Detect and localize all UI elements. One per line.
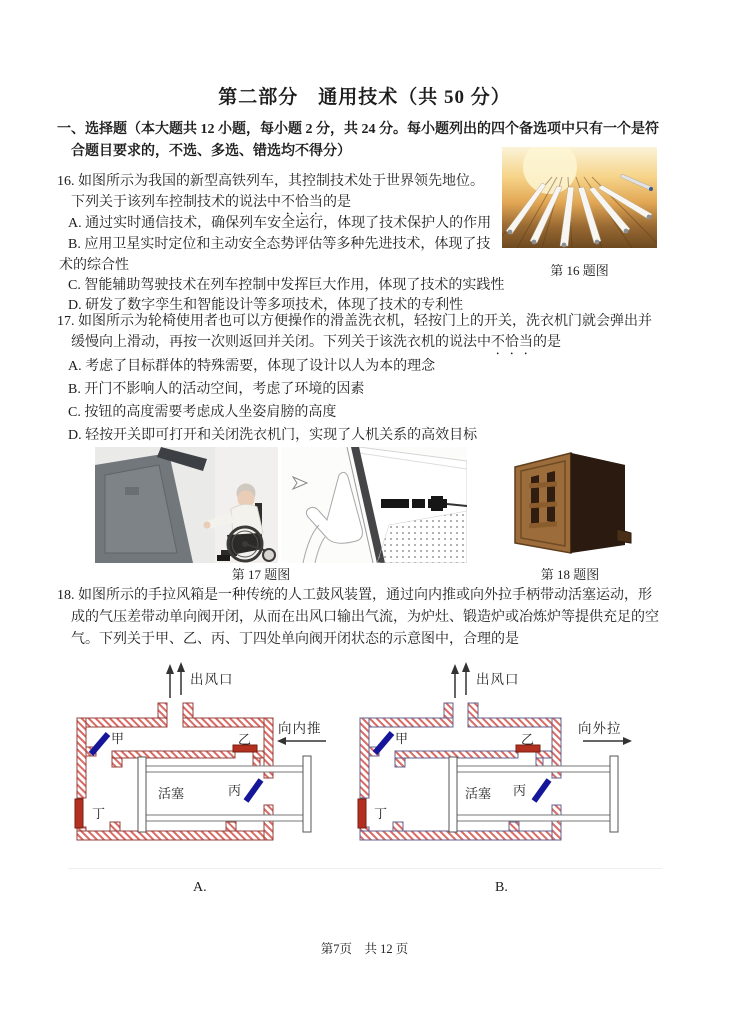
piston-rod-top <box>146 766 303 772</box>
valve-bing-label: 丙 <box>513 783 527 798</box>
pull-outward-label: 向外拉 <box>578 721 622 736</box>
q18-stem-line-3: 气。下列关于甲、乙、丙、丁四处单向阀开闭状态的示意图中，合理的是 <box>71 632 519 647</box>
q16-option-a: A. 通过实时通信技术，确保列车安全运行，体现了技术保护人的作用 <box>68 216 492 231</box>
valve-ding-closed <box>358 799 366 828</box>
valve-ding-label: 丁 <box>92 806 106 821</box>
page-footer: 第7页 共 12 页 <box>320 942 409 956</box>
figure-16 <box>502 147 657 248</box>
washing-machine-photo <box>95 447 278 563</box>
piston-rod-bottom <box>146 815 303 821</box>
outlet-label: 出风口 <box>476 672 520 687</box>
valve-yi-label: 乙 <box>238 732 252 747</box>
q17-stem2-emphasis: 不恰当 <box>491 335 533 350</box>
piston-label: 活塞 <box>158 786 185 801</box>
train-photo <box>502 147 657 248</box>
outlet-label: 出风口 <box>190 672 234 687</box>
divider <box>68 868 662 869</box>
valve-bing-open <box>534 780 549 801</box>
valve-jia-label: 甲 <box>111 731 125 746</box>
valve-ding-closed <box>75 799 83 828</box>
bellows-photo <box>505 441 635 561</box>
door-latch-drawing <box>281 447 467 563</box>
q17-option-b: B. 开门不影响人的活动空间，考虑了环境的因素 <box>68 382 365 397</box>
valve-jia-label: 甲 <box>395 731 409 746</box>
diagram-option-a-label: A. <box>193 880 207 895</box>
figure-16-caption: 第 16 题图 <box>550 263 609 278</box>
push-inward-label: 向内推 <box>278 721 322 736</box>
instructions-line-2: 合题目要求的，不选、多选、错选均不得分） <box>71 144 351 159</box>
q16-option-d: D. 研发了数字孪生和智能设计等多项技术，体现了技术的专利性 <box>68 298 464 313</box>
figure-18 <box>505 441 635 561</box>
q16-option-c: C. 智能辅助驾驶技术在列车控制中发挥巨大作用，体现了技术的实践性 <box>68 278 505 293</box>
piston <box>138 757 146 832</box>
piston-label: 活塞 <box>465 786 492 801</box>
diagram-a <box>60 660 350 850</box>
figure-18-caption: 第 18 题图 <box>540 567 600 582</box>
handle <box>610 756 618 832</box>
handle <box>303 756 311 832</box>
piston-rod-bottom <box>457 815 610 821</box>
piston <box>449 757 457 832</box>
q16-stem2-post: 的是 <box>323 195 351 210</box>
q17-stem-line-1: 17. 如图所示为轮椅使用者也可以方便操作的滑盖洗衣机，轻按门上的开关，洗衣机门就会弹出并 <box>57 314 652 329</box>
piston-rod-top <box>457 766 610 772</box>
figure-17-left <box>95 447 278 563</box>
q18-stem-line-2: 成的气压差带动单向阀开闭，从而在出风口输出气流，为炉灶、锻造炉或冶炼炉等提供充足的空 <box>71 610 659 625</box>
q17-stem2-post: 的是 <box>533 335 561 350</box>
q17-stem-line-2 <box>71 333 561 358</box>
valve-bing-open <box>246 780 261 801</box>
valve-jia-open <box>375 733 392 753</box>
valve-ding-label: 丁 <box>374 806 388 821</box>
q16-stem-line-1: 16. 如图所示为我国的新型高铁列车，其控制技术处于世界领先地位。 <box>57 174 484 189</box>
q16-stem2-pre: 下列关于该列车控制技术的说法中 <box>71 195 281 210</box>
q18-stem-line-1: 18. 如图所示的手拉风箱是一种传统的人工鼓风装置，通过向内推或向外拉手柄带动活塞运动，形 <box>57 588 652 603</box>
valve-jia-open <box>91 734 108 754</box>
q17-option-c: C. 按钮的高度需要考虑成人坐姿肩膀的高度 <box>68 405 337 420</box>
diagram-b <box>355 660 645 850</box>
valve-bing-label: 丙 <box>228 783 242 798</box>
q17-stem2-pre: 缓慢向上滑动，再按一次则返回并关闭。下列关于该洗衣机的说法中 <box>71 335 491 350</box>
q17-option-a: A. 考虑了目标群体的特殊需要，体现了设计以人为本的理念 <box>68 359 436 374</box>
q17-option-d: D. 轻按开关即可打开和关闭洗衣机门，实现了人机关系的高效目标 <box>68 428 478 443</box>
page-title: 第二部分 通用技术（共 50 分） <box>218 87 511 108</box>
q16-option-b-wrap: 术的综合性 <box>59 258 129 273</box>
q16-option-b: B. 应用卫星实时定位和主动安全态势评估等多种先进技术，体现了技 <box>68 237 491 252</box>
instructions-line-1: 一、选择题（本大题共 12 小题，每小题 2 分，共 24 分。每小题列出的四个备选项中只有一个是符 <box>57 122 659 137</box>
valve-yi-label: 乙 <box>521 732 535 747</box>
figure-17-caption: 第 17 题图 <box>231 567 291 582</box>
figure-17-right <box>281 447 467 563</box>
diagram-option-b-label: B. <box>495 880 508 895</box>
q16-stem2-emphasis: 不恰当 <box>281 195 323 210</box>
